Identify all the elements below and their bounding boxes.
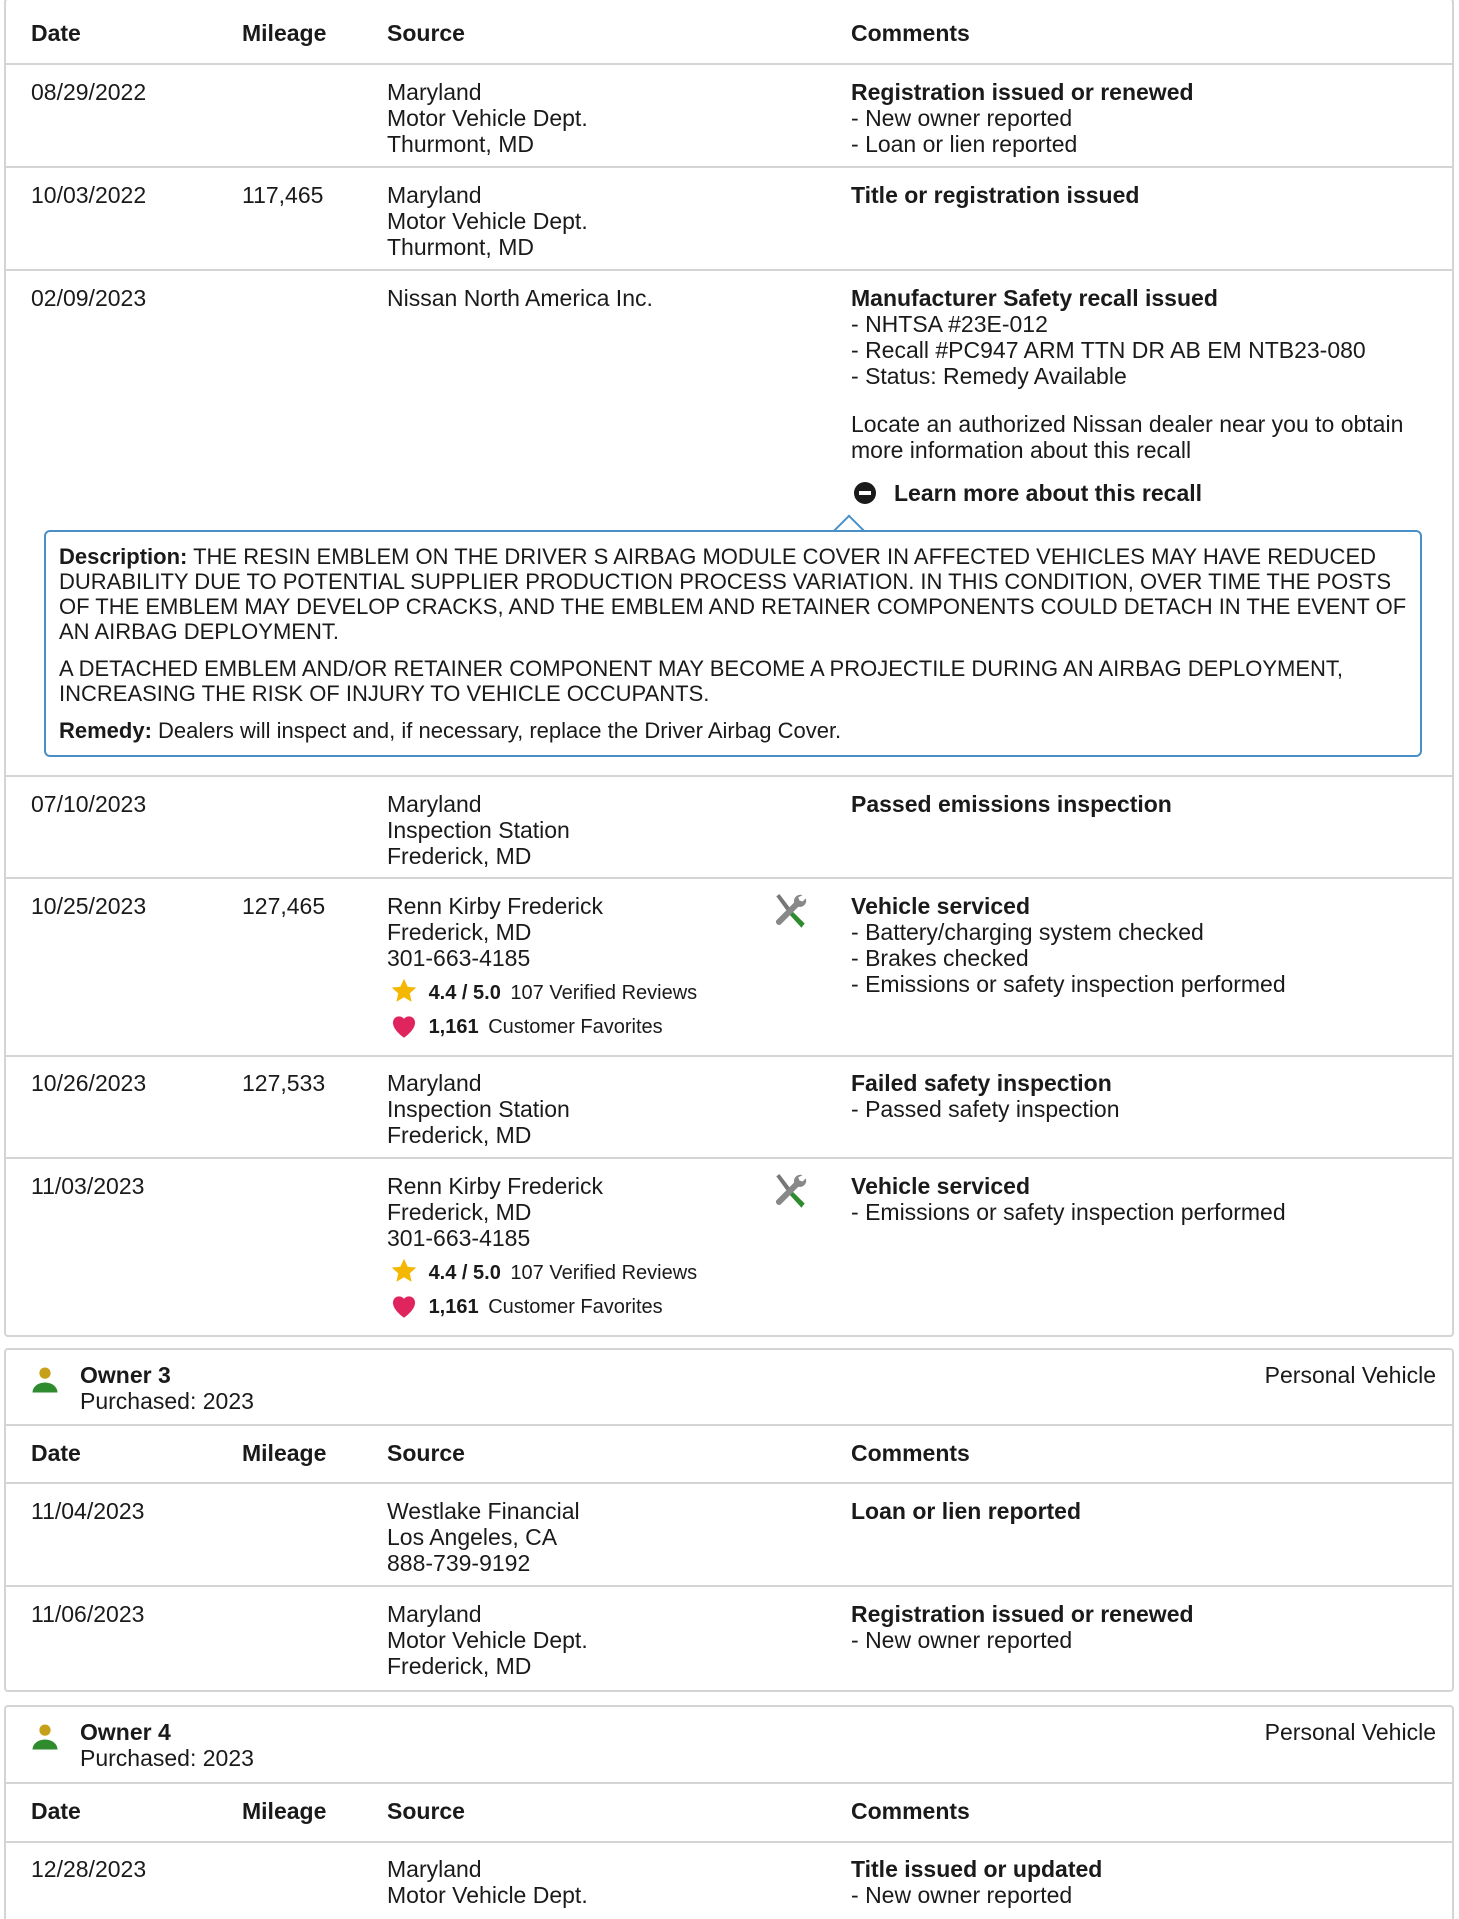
source-line: Thurmont, MD: [387, 234, 534, 260]
reviews-count: 107 Verified Reviews: [510, 982, 698, 1004]
source-line: Motor Vehicle Dept.: [387, 1882, 588, 1908]
comment-title: Loan or lien reported: [851, 1498, 1082, 1524]
column-header-mileage: Mileage: [242, 1798, 327, 1824]
column-header-source: Source: [387, 20, 465, 46]
source-line: Westlake Financial: [387, 1498, 580, 1524]
comment-title: Registration issued or renewed: [851, 1601, 1194, 1627]
comment-item: - Passed safety inspection: [851, 1096, 1120, 1122]
source-line: Los Angeles, CA: [387, 1524, 558, 1550]
person-icon: [30, 1722, 60, 1752]
rating-value: 4.4 / 5.0: [428, 1262, 501, 1284]
source-line: Maryland: [387, 1856, 482, 1882]
row-comments: [851, 1856, 1102, 1908]
divider: [6, 63, 1452, 65]
comment-item: - Emissions or safety inspection performed: [851, 971, 1286, 997]
history-card-owner-4: [4, 1705, 1454, 1919]
heart-icon: [389, 1292, 419, 1320]
divider: [6, 1841, 1452, 1843]
source-line: Maryland: [387, 79, 482, 105]
column-header-source: Source: [387, 1798, 465, 1824]
history-card-owner-3: [4, 1348, 1454, 1692]
owner-title: Owner 3: [80, 1362, 171, 1388]
divider: [6, 1782, 1452, 1784]
row-date: 08/29/2022: [31, 79, 147, 105]
row-date: 11/06/2023: [31, 1601, 145, 1627]
row-date: 10/25/2023: [31, 893, 147, 919]
comment-title: Manufacturer Safety recall issued: [851, 285, 1218, 311]
comment-item: - Emissions or safety inspection performed: [851, 1199, 1286, 1225]
row-source: [387, 893, 603, 971]
minus-circle-icon: [854, 482, 876, 504]
column-header-comments: Comments: [851, 20, 970, 46]
row-comments: [851, 791, 1172, 817]
comment-title: Failed safety inspection: [851, 1070, 1112, 1096]
row-comments: [851, 893, 1286, 997]
row-date: 10/03/2022: [31, 182, 147, 208]
column-header-date: Date: [31, 1798, 81, 1824]
comment-item: - Brakes checked: [851, 945, 1286, 971]
column-header-source: Source: [387, 1440, 465, 1466]
comment-title: Title or registration issued: [851, 182, 1140, 208]
row-comments: [851, 79, 1194, 157]
recall-note: [851, 411, 1403, 463]
dealer-favorites[interactable]: [389, 1292, 663, 1320]
comment-title: Vehicle serviced: [851, 1173, 1031, 1199]
dealer-phone: 301-663-4185: [387, 1225, 531, 1251]
source-line: Thurmont, MD: [387, 131, 534, 157]
person-icon: [30, 1365, 60, 1395]
recall-description-text: THE RESIN EMBLEM ON THE DRIVER S AIRBAG MODULE COVER IN AFFECTED VEHICLES MAY HAVE REDUCED DURABILITY DUE TO POTENTIAL SUPPLIER PRODUCTION PROCESS VARIATION. IN THIS CONDITION, OVER TIME THE POSTS OF THE EMBLEM MAY DEVELOP CRACKS, AND THE EMBLEM AND RETAINER COMPONENTS COULD DETACH IN THE EVENT OF AN AIRBAG DEPLOYMENT.: [59, 544, 1407, 644]
row-date: 02/09/2023: [31, 285, 147, 311]
owner-header: [80, 1362, 254, 1414]
favorites-count: 1,161: [428, 1296, 479, 1318]
comment-item: - New owner reported: [851, 105, 1194, 131]
comment-title: Passed emissions inspection: [851, 791, 1172, 817]
comment-title: Title issued or updated: [851, 1856, 1103, 1882]
divider: [6, 1055, 1452, 1057]
source-line: Frederick, MD: [387, 1653, 532, 1679]
recall-remedy: [59, 718, 1407, 743]
source-line: Inspection Station: [387, 817, 570, 843]
favorites-label: Customer Favorites: [488, 1016, 663, 1038]
wrench-screwdriver-icon: [770, 1171, 812, 1213]
source-line: Frederick, MD: [387, 919, 532, 945]
owner-title: Owner 4: [80, 1719, 171, 1745]
source-line: Motor Vehicle Dept.: [387, 208, 588, 234]
dealer-phone: 301-663-4185: [387, 945, 531, 971]
source-line: Maryland: [387, 1601, 482, 1627]
recall-note-line: Locate an authorized Nissan dealer near you to obtain: [851, 411, 1404, 437]
column-header-mileage: Mileage: [242, 20, 327, 46]
column-header-mileage: Mileage: [242, 1440, 327, 1466]
row-date: 07/10/2023: [31, 791, 147, 817]
column-header-comments: Comments: [851, 1798, 970, 1824]
dealer-name-link[interactable]: Renn Kirby Frederick: [387, 893, 604, 919]
recall-details-panel: [44, 530, 1422, 757]
column-header-date: Date: [31, 20, 81, 46]
divider: [6, 1424, 1452, 1426]
source-line: Inspection Station: [387, 1096, 570, 1122]
row-mileage: 127,465: [242, 893, 326, 919]
row-source: [387, 791, 570, 869]
divider: [6, 1482, 1452, 1484]
recall-remedy-text: Dealers will inspect and, if necessary, replace the Driver Airbag Cover.: [158, 718, 842, 743]
row-mileage: 127,533: [242, 1070, 326, 1096]
source-line: Maryland: [387, 1070, 482, 1096]
comment-title: Vehicle serviced: [851, 893, 1031, 919]
row-date: 11/03/2023: [31, 1173, 145, 1199]
row-comments: [851, 1173, 1286, 1225]
comment-item: - Loan or lien reported: [851, 131, 1194, 157]
dealer-rating[interactable]: [389, 1257, 697, 1285]
comment-item: - Recall #PC947 ARM TTN DR AB EM NTB23-080: [851, 337, 1366, 363]
divider: [6, 775, 1452, 777]
source-line: 888-739-9192: [387, 1550, 531, 1576]
row-date: 12/28/2023: [31, 1856, 147, 1882]
row-mileage: 117,465: [242, 182, 324, 208]
vehicle-type: Personal Vehicle: [1264, 1362, 1436, 1388]
comment-item: - Battery/charging system checked: [851, 919, 1286, 945]
source-line: Motor Vehicle Dept.: [387, 105, 588, 131]
favorites-label: Customer Favorites: [488, 1296, 663, 1318]
wrench-screwdriver-icon: [770, 891, 812, 933]
divider: [6, 269, 1452, 271]
recall-description: [59, 544, 1407, 644]
comment-item: - Status: Remedy Available: [851, 363, 1366, 389]
owner-purchased: Purchased: 2023: [80, 1745, 254, 1771]
row-date: 10/26/2023: [31, 1070, 147, 1096]
recall-note-line: more information about this recall: [851, 437, 1192, 463]
column-header-comments: Comments: [851, 1440, 970, 1466]
row-comments: [851, 285, 1366, 389]
source-line: Motor Vehicle Dept.: [387, 1627, 588, 1653]
dealer-name-link[interactable]: Renn Kirby Frederick: [387, 1173, 604, 1199]
learn-more-recall-toggle[interactable]: [854, 480, 1202, 506]
column-header-date: Date: [31, 1440, 81, 1466]
row-comments: [851, 1070, 1120, 1122]
row-date: 11/04/2023: [31, 1498, 145, 1524]
divider: [6, 166, 1452, 168]
row-source: [387, 1856, 588, 1908]
learn-more-label: Learn more about this recall: [894, 480, 1203, 506]
recall-description-2: A DETACHED EMBLEM AND/OR RETAINER COMPONENT MAY BECOME A PROJECTILE DURING AN AIRBAG DEPLOYMENT, INCREASING THE RISK OF INJURY TO VEHICLE OCCUPANTS.: [59, 656, 1343, 706]
divider: [6, 1157, 1452, 1159]
star-icon: [389, 1257, 419, 1285]
source-line: Nissan North America Inc.: [387, 285, 653, 311]
favorites-count: 1,161: [428, 1016, 479, 1038]
star-icon: [389, 977, 419, 1005]
source-line: Maryland: [387, 791, 482, 817]
comment-item: - NHTSA #23E-012: [851, 311, 1366, 337]
row-comments: [851, 1498, 1081, 1524]
divider: [6, 877, 1452, 879]
owner-header: [80, 1719, 254, 1771]
row-source: [387, 285, 653, 311]
rating-value: 4.4 / 5.0: [428, 982, 501, 1004]
reviews-count: 107 Verified Reviews: [510, 1262, 698, 1284]
row-source: [387, 182, 588, 260]
row-source: [387, 1070, 570, 1148]
row-source: [387, 79, 588, 157]
source-line: Frederick, MD: [387, 843, 532, 869]
row-source: [387, 1498, 580, 1576]
recall-description-label: Description:: [59, 544, 188, 569]
row-comments: [851, 182, 1139, 208]
vehicle-type: Personal Vehicle: [1264, 1719, 1436, 1745]
row-source: [387, 1173, 603, 1251]
recall-remedy-label: Remedy:: [59, 718, 152, 743]
source-line: Maryland: [387, 182, 482, 208]
dealer-favorites[interactable]: [389, 1012, 663, 1040]
comment-item: - New owner reported: [851, 1882, 1102, 1908]
history-card-owner-2: [4, 0, 1454, 1337]
source-line: Frederick, MD: [387, 1199, 532, 1225]
row-comments: [851, 1601, 1194, 1653]
comment-item: - New owner reported: [851, 1627, 1194, 1653]
owner-purchased: Purchased: 2023: [80, 1388, 254, 1414]
heart-icon: [389, 1012, 419, 1040]
dealer-rating[interactable]: [389, 977, 697, 1005]
divider: [6, 1585, 1452, 1587]
comment-title: Registration issued or renewed: [851, 79, 1194, 105]
source-line: Frederick, MD: [387, 1122, 532, 1148]
row-source: [387, 1601, 588, 1679]
